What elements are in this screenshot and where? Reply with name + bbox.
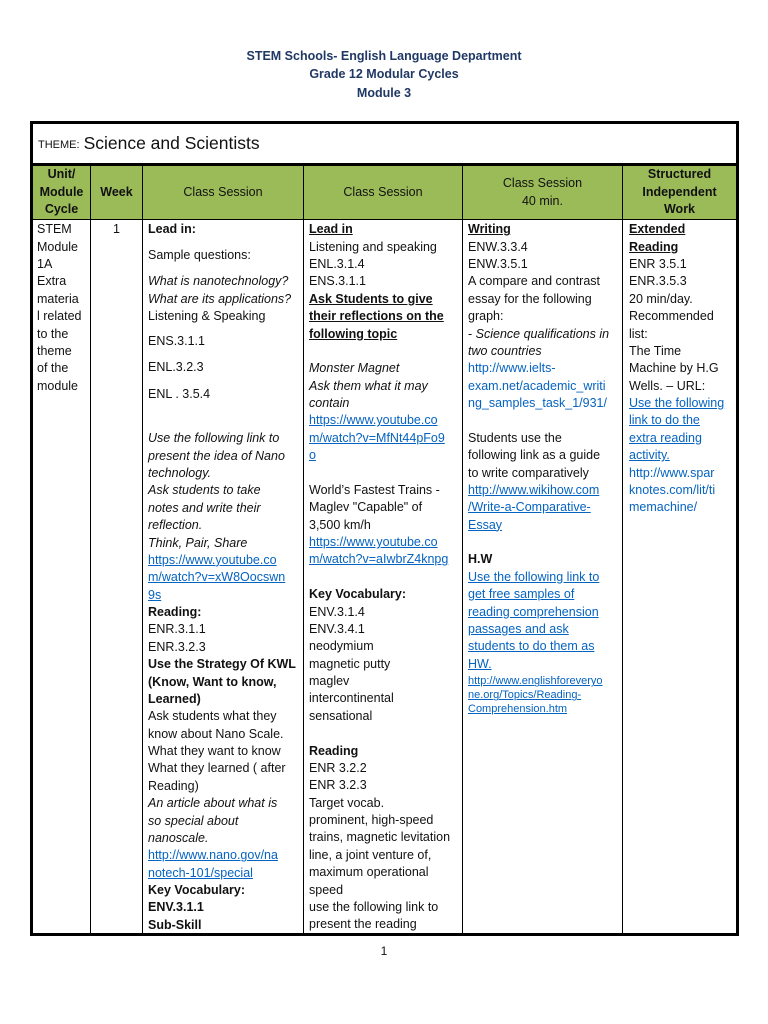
extended-reading-details: ENR 3.5.1 ENR.3.5.3 20 min/day. Recommended list: The Time Machine by H.G Wells. – URL:	[629, 257, 719, 393]
sample-questions: What is nanotechnology? What are its applications?	[148, 274, 292, 306]
vocabulary-list: ENV.3.1.4 ENV.3.4.1 neodymium magnetic putty maglev intercontinental sensational	[309, 604, 394, 723]
document-header	[0, 47, 768, 103]
outcome-code: ENS.3.1.1	[148, 334, 205, 349]
cell-independent-work	[623, 220, 736, 933]
skill-label: Listening & Speaking	[148, 308, 266, 323]
cell-class-session-1	[143, 220, 303, 933]
activity-instructions: Use the following link to present the idea of Nano technology. Ask students to take notes and write their reflection. Think, Pair, Share	[148, 431, 285, 550]
outcome-code: ENL.3.2.3	[148, 360, 204, 375]
video-1-title: Monster Magnet Ask them what it may contain	[309, 361, 428, 411]
guide-text: Students use the following link as a guide to write comparatively	[468, 430, 601, 480]
article-link[interactable]: http://www.nano.gov/na notech-101/special	[148, 848, 278, 880]
video-2-title: World’s Fastest Trains - Maglev "Capable" of 3,500 km/h	[309, 482, 440, 532]
graph-caption-prefix: -	[468, 326, 476, 341]
lead-in-heading: Lead in:	[148, 222, 196, 237]
guide-link[interactable]: http://www.wikihow.com /Write-a-Comparative- Essay	[468, 482, 600, 532]
video-link[interactable]: https://www.youtube.co m/watch?v=xW8Oocswn 9s	[148, 552, 286, 602]
document-title: Grade 12 Modular Cycles	[309, 67, 459, 82]
theme-row	[33, 124, 736, 163]
homework-url[interactable]: http://www.englishforeveryo ne.org/Topics/Reading- Comprehension.htm	[468, 675, 603, 716]
lead-in-heading: Lead in	[309, 222, 353, 237]
vocabulary-outcomes: ENV.3.1.1 Sub-Skill	[148, 900, 204, 932]
header-class-session-1: Class Session	[183, 184, 263, 199]
header-class-session-3: Class Session 40 min.	[502, 176, 583, 208]
page-number: 1	[380, 944, 388, 958]
article-description: An article about what is so special about nanoscale.	[148, 796, 278, 845]
reading-outcomes: ENR.3.1.1 ENR.3.2.3	[148, 622, 206, 654]
writing-heading: Writing	[468, 222, 511, 237]
header-class-session-2: Class Session	[343, 184, 423, 199]
header-unit: Unit/ Module Cycle	[39, 167, 84, 217]
extended-reading-heading: Extended Reading	[629, 222, 686, 254]
department-title: STEM Schools- English Language Department	[246, 48, 522, 63]
lead-in-details: Listening and speaking ENL.3.1.4 ENS.3.1.1	[309, 239, 437, 289]
video-2-link[interactable]: https://www.youtube.co m/watch?v=aIwbrZ4knpg	[309, 535, 449, 567]
reading-details: ENR 3.2.2 ENR 3.2.3 Target vocab. prominent, high-speed trains, magnetic levitation line, a joint venture of, maximum operational speed use the following link to present the reading	[309, 760, 451, 932]
graph-caption	[468, 326, 622, 361]
reading-heading: Reading:	[148, 605, 202, 620]
graph-link[interactable]: http://www.ielts- exam.net/academic_writi ng_samples_task_1/931/	[468, 361, 607, 411]
outcome-code: ENL . 3.5.4	[148, 387, 211, 402]
module-title: Module 3	[356, 85, 412, 100]
cell-class-session-3	[463, 220, 622, 933]
extended-reading-link-text[interactable]: Use the following link to do the extra reading activity.	[629, 396, 725, 463]
video-1-link[interactable]: https://www.youtube.co m/watch?v=MfNt44pFo9 o	[309, 413, 445, 463]
header-independent-work: Structured Independent Work	[642, 167, 717, 217]
kwl-strategy: Use the Strategy Of KWL (Know, Want to know, Learned)	[148, 657, 296, 706]
homework-heading: H.W	[468, 552, 493, 567]
cell-class-session-2	[304, 220, 462, 933]
cell-unit	[33, 220, 90, 933]
reading-heading: Reading	[309, 743, 359, 758]
homework-link-text[interactable]: Use the following link to get free samples of reading comprehension passages and ask students to do them as HW.	[468, 569, 600, 671]
theme-title: Science and Scientists	[83, 133, 260, 153]
unit-text: STEM Module 1A Extra materia l related to the theme of the module	[37, 222, 82, 393]
kwl-steps: Ask students what they know about Nano Scale. What they want to know What they learned ( after Reading)	[148, 709, 286, 793]
theme-label: THEME:	[38, 138, 80, 151]
week-number: 1	[113, 222, 120, 237]
vocabulary-heading: Key Vocabulary:	[309, 587, 407, 602]
sample-questions-label: Sample questions:	[148, 248, 251, 263]
vocabulary-heading: Key Vocabulary:	[148, 883, 246, 898]
cell-week	[91, 220, 142, 933]
writing-details: ENW.3.3.4 ENW.3.5.1 A compare and contrast essay for the following graph:	[468, 239, 601, 324]
extended-reading-url[interactable]: http://www.spar knotes.com/lit/ti memachine/	[629, 465, 716, 515]
task-heading: Ask Students to give their reflections on the following topic	[309, 291, 444, 341]
graph-caption-text: Science qualifications in two countries	[468, 326, 610, 358]
header-week: Week	[100, 184, 133, 199]
lesson-plan-table	[30, 121, 739, 936]
